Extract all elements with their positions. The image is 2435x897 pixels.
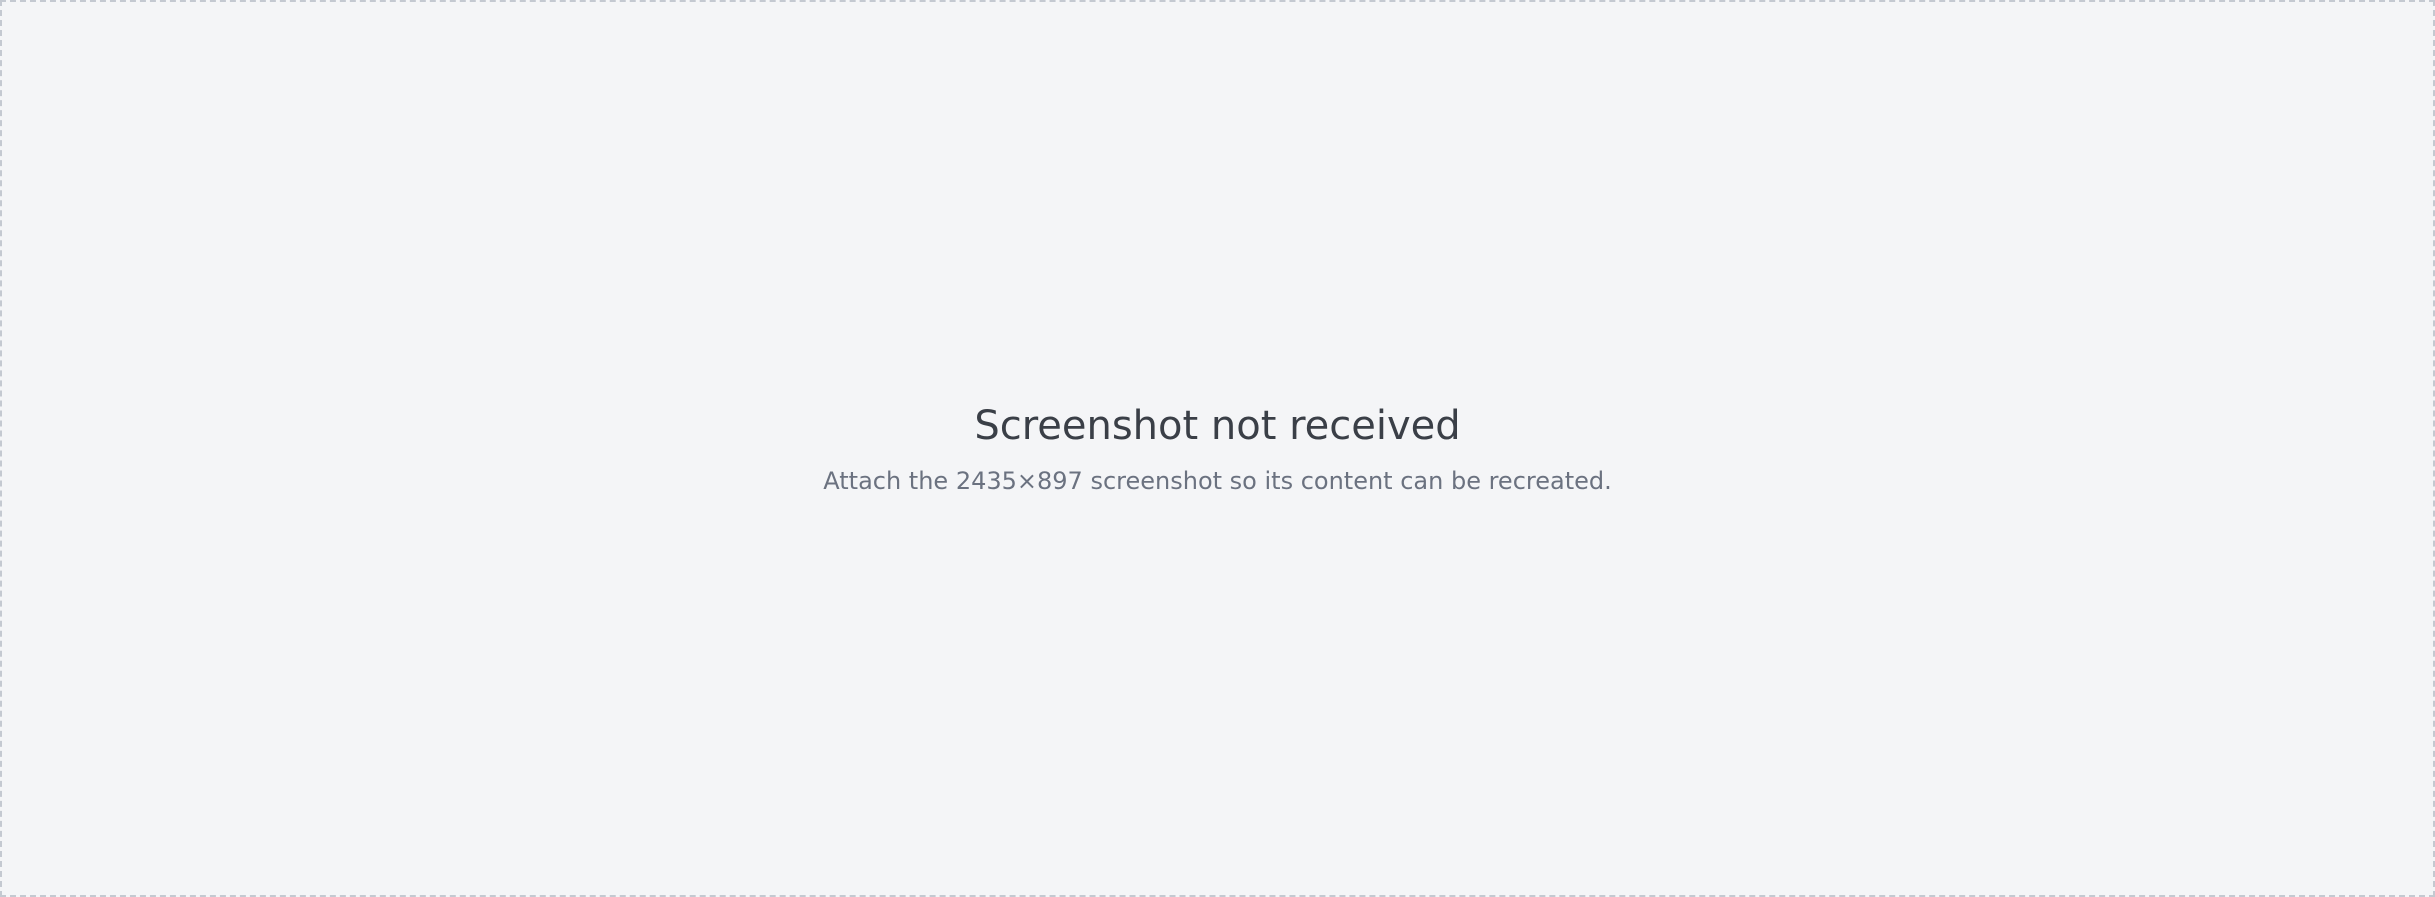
placeholder-note: Attach the 2435×897 screenshot so its content can be recreated. (823, 466, 1612, 495)
placeholder-title: Screenshot not received (974, 402, 1461, 449)
